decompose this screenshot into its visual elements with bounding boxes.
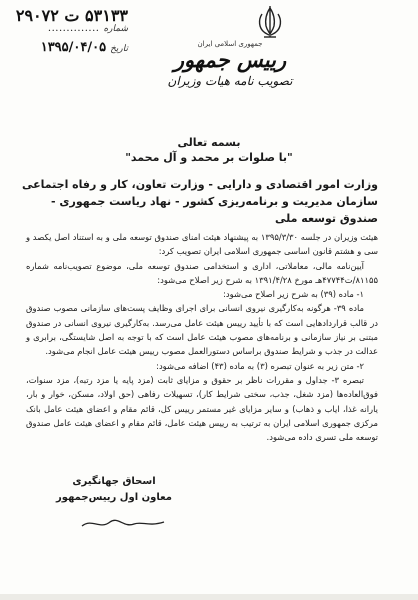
number-label: شماره [103,24,128,34]
number-label-row [8,23,128,40]
item-2: ۲- متن زیر به عنوان تبصره (۳) به ماده (۴۳) اضافه می‌شود: [156,360,364,371]
number-label-dots: .............. [47,23,100,34]
letterhead [160,40,300,88]
page-bottom-edge [0,594,418,600]
decree-body [26,230,378,444]
republic-name: جمهوری اسلامی ایران [197,40,263,48]
bismillah-line: بسمه تعالی [177,136,241,149]
signatory-name: اسحاق جهانگیری [72,476,156,487]
iran-emblem-icon [252,4,288,42]
note-3: تبصره ۳- جداول و مقررات ناظر بر حقوق و مزایای ثابت (مزد پایه یا مزد رتبه)، مزد سنوات، فوق‌العاده‌ها (مزد شغل، جذب، سختی شرایط کار)، تسهیلات رفاهی (حق اولاد، مسکن، خوار و بار، یارانه غذا، ایاب و ذهاب) و سایر مزایای غیر مستمر رییس کل، قائم مقام و اعضای هیئت عامل بانک مرکزی جمهوری اسلامی ایران به ترتیب به رییس هیئت عامل، قائم مقام و اعضای هیئت عامل صندوق توسعه ملی تسری داده می‌شود. [26,374,378,443]
reference-paragraph: آیین‌نامه مالی، معاملاتی، اداری و استخدامی صندوق توسعه ملی، موضوع تصویب‌نامه شماره ۸۱۱۵۵/ت۴۷۷۴۴هـ مورخ ۱۳۹۱/۴/۲۸ به شرح زیر اصلاح می‌شود: [26,260,378,285]
salawat-line: "با صلوات بر محمد و آل محمد" [125,151,293,164]
number-row [8,6,128,23]
date-row [8,40,128,57]
signature-block [54,474,174,506]
document-meta [8,6,128,57]
article-39: ماده ۳۹- هرگونه به‌کارگیری نیروی انسانی برای اجرای وظایف پست‌های سازمانی مصوب صندوق در قالب قراردادهایی است که با تأیید رییس هیئت عامل می‌رسد. به‌کارگیری نیروی انسانی در صندوق مبتنی بر نیاز سازمانی و برنامه‌های مصوب هیئت عامل است که با توجه به اصل شایستگی، برابری و عدالت در جذب و شرایط صندوق براساس دستورالعمل مصوب رییس هیئت عامل انجام می‌شود. [26,303,378,357]
addressee-line: سازمان مدیریت و برنامه‌ریزی کشور - نهاد ریاست جمهوری - صندوق توسعه ملی [51,195,378,225]
addressee-line: وزارت امور اقتصادی و دارایی - وزارت تعاون، کار و رفاه اجتماعی [22,178,378,191]
number-value: ۵۳۱۳۳ ت ۲۹۰۷۲ [15,6,128,25]
intro-paragraph: هیئت وزیران در جلسه ۱۳۹۵/۳/۳۰ به پیشنهاد هیئت امنای صندوق توسعه ملی و به استناد اصل یکصد و سی و هشتم قانون اساسی جمهوری اسلامی ایران تصویب کرد: [26,232,379,257]
president-title: رییس جمهور [173,47,287,72]
addressees [18,176,378,227]
date-label: تاریخ [110,44,128,54]
handwritten-signature [78,512,168,534]
date-value: ۱۳۹۵/۰۴/۰۵ [40,40,107,55]
approval-title: تصویب نامه هیات وزیران [167,74,293,88]
signatory-title: معاون اول رییس‌جمهور [56,492,172,503]
item-1: ۱- ماده (۳۹) به شرح زیر اصلاح می‌شود: [223,289,364,300]
